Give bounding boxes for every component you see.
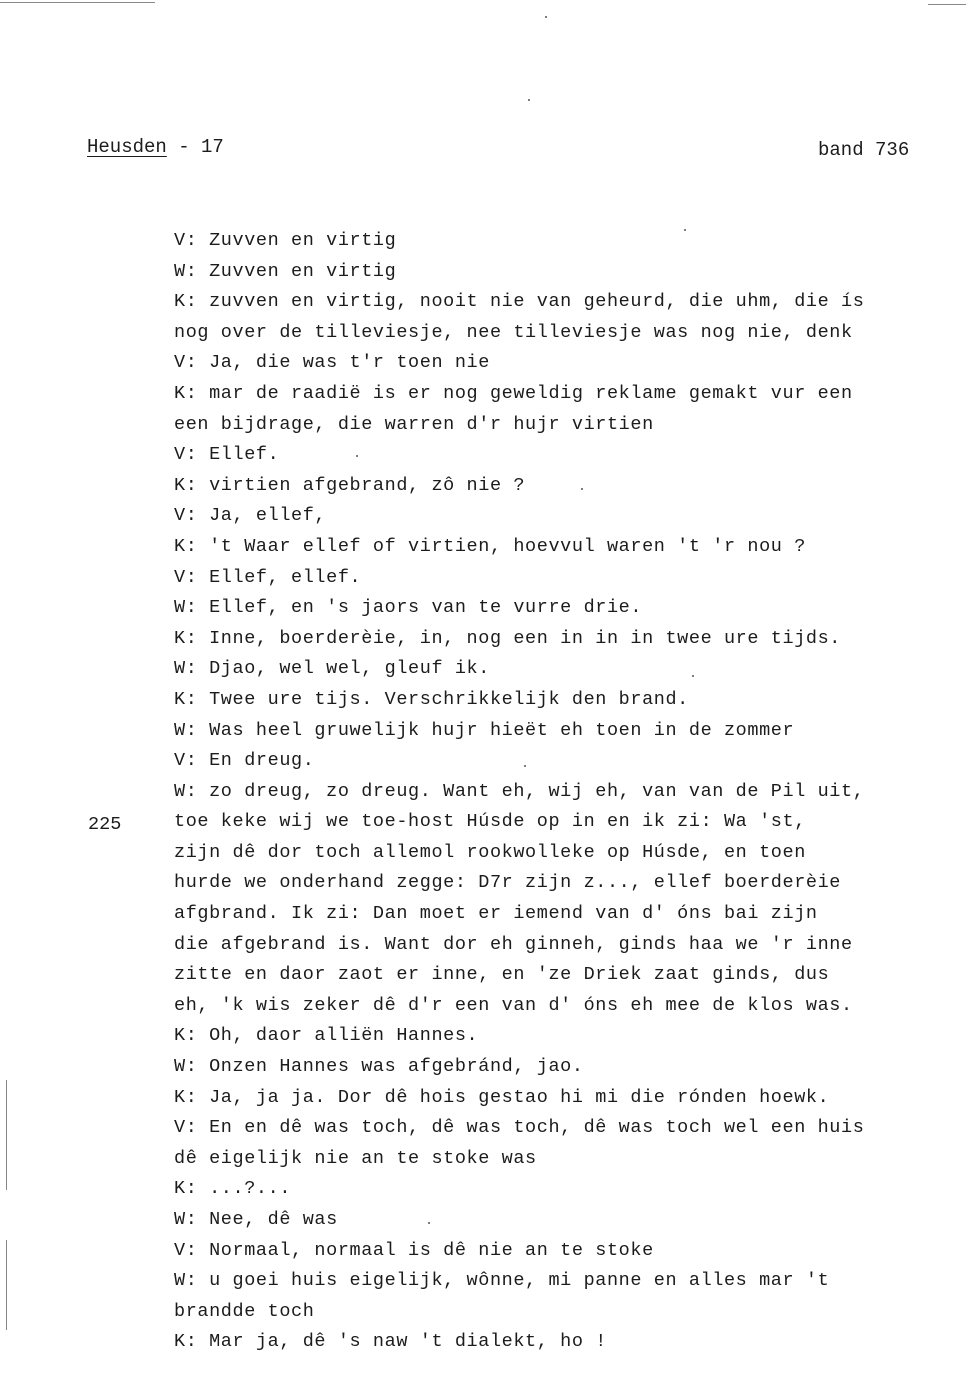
transcript-line: K: Ja, ja ja. Dor dê hois gestao hi mi die rónden hoewk.: [174, 1086, 830, 1108]
transcript-line: een bijdrage, die warren d'r hujr virtien: [174, 413, 654, 435]
transcript-line: W: Zuvven en virtig: [174, 260, 397, 282]
transcript-line: K: Oh, daor alliën Hannes.: [174, 1025, 479, 1047]
transcript-line: W: Nee, dê was: [174, 1209, 338, 1230]
scan-speck: [545, 16, 547, 18]
scan-speck: [524, 765, 526, 767]
transcript-line: zijn dê dor toch allemol rookwolleke op Húsde, en toen: [174, 841, 806, 863]
transcript-line: eh, 'k wis zeker dê d'r een van d' óns eh mee de klos was.: [174, 994, 853, 1016]
transcript-line: nog over de tilleviesje, nee tilleviesje was nog nie, denk: [174, 321, 853, 343]
transcript-line: V: Normaal, normaal is dê nie an te stoke: [174, 1239, 654, 1261]
transcript-line: brandde toch: [174, 1300, 315, 1322]
transcript-line: K: virtien afgebrand, zô nie ?: [174, 474, 526, 496]
transcript-line: W: u goei huis eigelijk, wônne, mi panne en alles mar 't: [174, 1270, 830, 1292]
transcript-line: die afgebrand is. Want dor eh ginneh, ginds haa we 'r inne: [174, 933, 853, 955]
transcript-body: [174, 226, 934, 1358]
page-header-left: [87, 136, 224, 158]
transcript-line: W: Onzen Hannes was afgebránd, jao.: [174, 1056, 584, 1078]
transcript-line: K: Mar ja, dê 's naw 't dialekt, ho !: [174, 1331, 607, 1353]
transcript-line: W: zo dreug, zo dreug. Want eh, wij eh, van van de Pil uit,: [174, 780, 865, 802]
transcript-line: V: En dreug.: [174, 750, 315, 772]
transcript-line: K: ...?...: [174, 1178, 292, 1200]
transcript-line: W: Djao, wel wel, gleuf ik.: [174, 658, 490, 680]
header-tape-number: band 736: [818, 139, 910, 161]
transcript-line: K: Inne, boerderèie, in, nog een in in in twee ure tijds.: [174, 627, 842, 649]
transcript-line: V: Ja, ellef,: [174, 505, 327, 527]
transcript-line: toe keke wij we toe-host Húsde op in en ik zi: Wa 'st,: [174, 811, 806, 833]
transcript-line: V: Ja, die was t'r toen nie: [174, 352, 490, 374]
scan-edge-mark: [6, 1080, 7, 1190]
scan-speck: [684, 229, 686, 231]
scan-speck: [528, 99, 530, 101]
transcript-line: W: Was heel gruwelijk hujr hieët eh toen in de zommer: [174, 719, 795, 741]
transcript-line: afgbrand. Ik zi: Dan moet er iemend van d' óns bai zijn: [174, 903, 818, 925]
header-place: Heusden: [87, 136, 167, 158]
transcript-line: V: Zuvven en virtig: [174, 230, 397, 251]
scan-speck: [356, 455, 358, 457]
transcript-line: dê eigelijk nie an te stoke was: [174, 1147, 537, 1169]
scan-edge-mark: [0, 2, 155, 3]
transcript-line: K: 't Waar ellef of virtien, hoevvul waren 't 'r nou ?: [174, 535, 806, 557]
scan-edge-mark: [6, 1240, 7, 1330]
scan-speck: [581, 488, 583, 490]
transcript-line: V: Ellef.: [174, 444, 280, 466]
scan-speck: [428, 1222, 430, 1224]
transcript-line: V: En en dê was toch, dê was toch, dê was toch wel een huis: [174, 1117, 865, 1139]
header-page-number: - 17: [166, 136, 224, 158]
transcript-line: W: Ellef, en 's jaors van te vurre drie.: [174, 597, 643, 619]
scan-edge-mark: [928, 4, 966, 5]
transcript-line: zitte en daor zaot er inne, en 'ze Driek zaat ginds, dus: [174, 964, 830, 986]
transcript-line: K: mar de raadië is er nog geweldig reklame gemakt vur een: [174, 382, 853, 404]
transcript-line: K: zuvven en virtig, nooit nie van geheurd, die uhm, die ís: [174, 291, 865, 313]
transcript-line: V: Ellef, ellef.: [174, 566, 362, 588]
transcript-line: hurde we onderhand zegge: D7r zijn z..., ellef boerderèie: [174, 872, 842, 894]
scan-speck: [692, 675, 694, 677]
margin-line-number: 225: [88, 814, 122, 835]
transcript-line: K: Twee ure tijs. Verschrikkelijk den brand.: [174, 688, 689, 710]
